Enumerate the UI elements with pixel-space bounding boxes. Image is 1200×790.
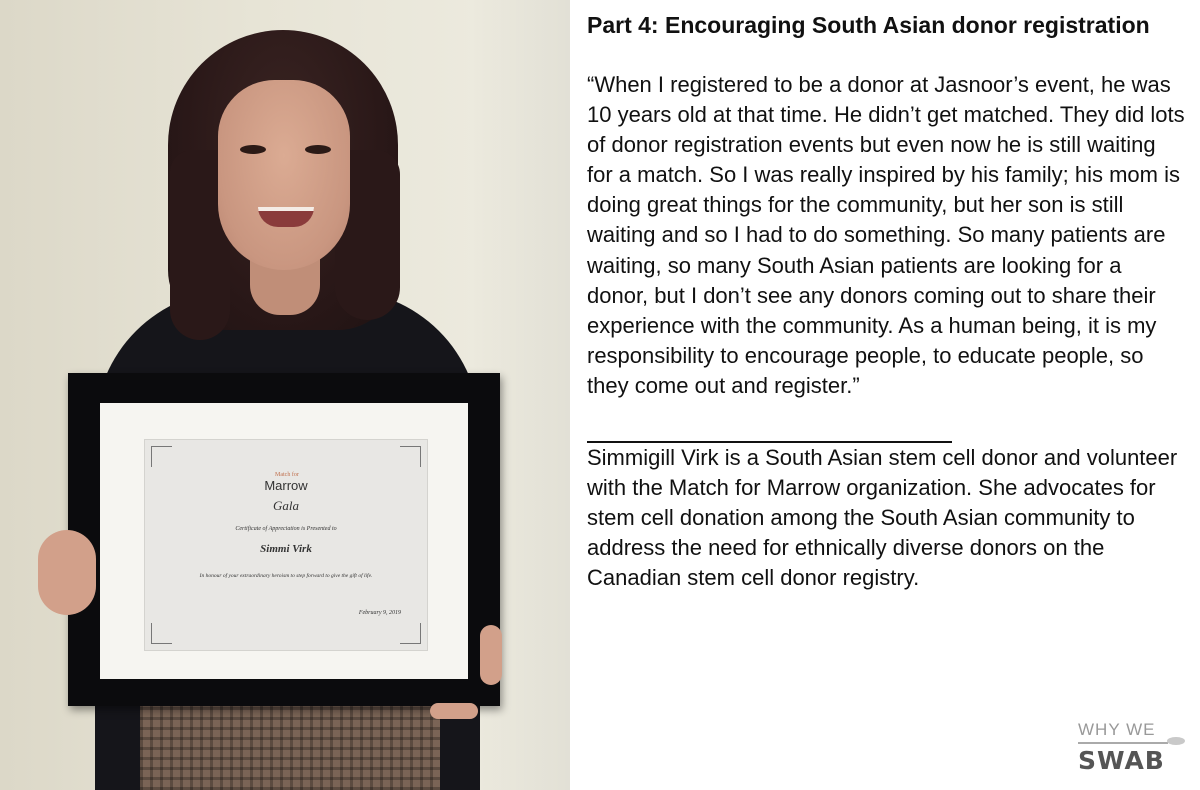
corner-ornament — [151, 446, 172, 467]
certificate-honour: In honour of your extraordinary heroism to step forward to give the gift of life. — [199, 573, 373, 579]
article-heading: Part 4: Encouraging South Asian donor registration — [587, 12, 1150, 38]
face — [218, 80, 350, 270]
left-hand — [38, 530, 96, 615]
corner-ornament — [400, 446, 421, 467]
checkered-skirt — [140, 700, 440, 790]
article-bio: Simmigill Virk is a South Asian stem cell donor and volunteer with the Match for Marrow organization. She advocates for stem cell donation among the South Asian community to address the need for ethnically diverse donors on the Canadian stem cell donor registry. — [587, 445, 1178, 591]
certificate-event: Gala — [273, 498, 299, 513]
certificate-date: February 9, 2019 — [358, 610, 401, 616]
right-fingers — [430, 703, 478, 719]
logo-top-text: WHY WE — [1078, 720, 1156, 739]
why-we-swab-logo — [1075, 720, 1190, 780]
certificate-appreciation: Certificate of Appreciation is Presented to — [235, 526, 337, 532]
swab-tip-icon — [1167, 737, 1185, 745]
logo-swab-stick — [1078, 742, 1168, 744]
certificate-recipient: Simmi Virk — [260, 543, 312, 555]
certificate — [144, 439, 428, 651]
certificate-frame — [68, 373, 500, 706]
article-quote: “When I registered to be a donor at Jasnoor’s event, he was 10 years old at that time. He didn’t get matched. They did lots of donor registration events but even now he is still waiting for a match. So I was really inspired by his family; his mom is doing great things for the community, but her son is still waiting and so I had to do something. So many patients are waiting, so many South Asian patients are looking for a donor, but I don’t see any donors coming out to share their experience with the community. As a human being, it is my responsibility to encourage people, to educate people, so they come out and register.” — [587, 72, 1185, 398]
left-eye — [240, 145, 266, 154]
frame-mat — [100, 403, 468, 679]
article-text — [587, 10, 1187, 594]
portrait-photo — [0, 0, 570, 790]
logo-bottom-text: SWAB — [1078, 746, 1165, 775]
certificate-brand: Marrow — [264, 478, 308, 493]
certificate-brand-small: Match for — [275, 472, 299, 478]
right-hand — [480, 625, 502, 685]
corner-ornament — [151, 623, 172, 644]
corner-ornament — [400, 623, 421, 644]
right-eye — [305, 145, 331, 154]
